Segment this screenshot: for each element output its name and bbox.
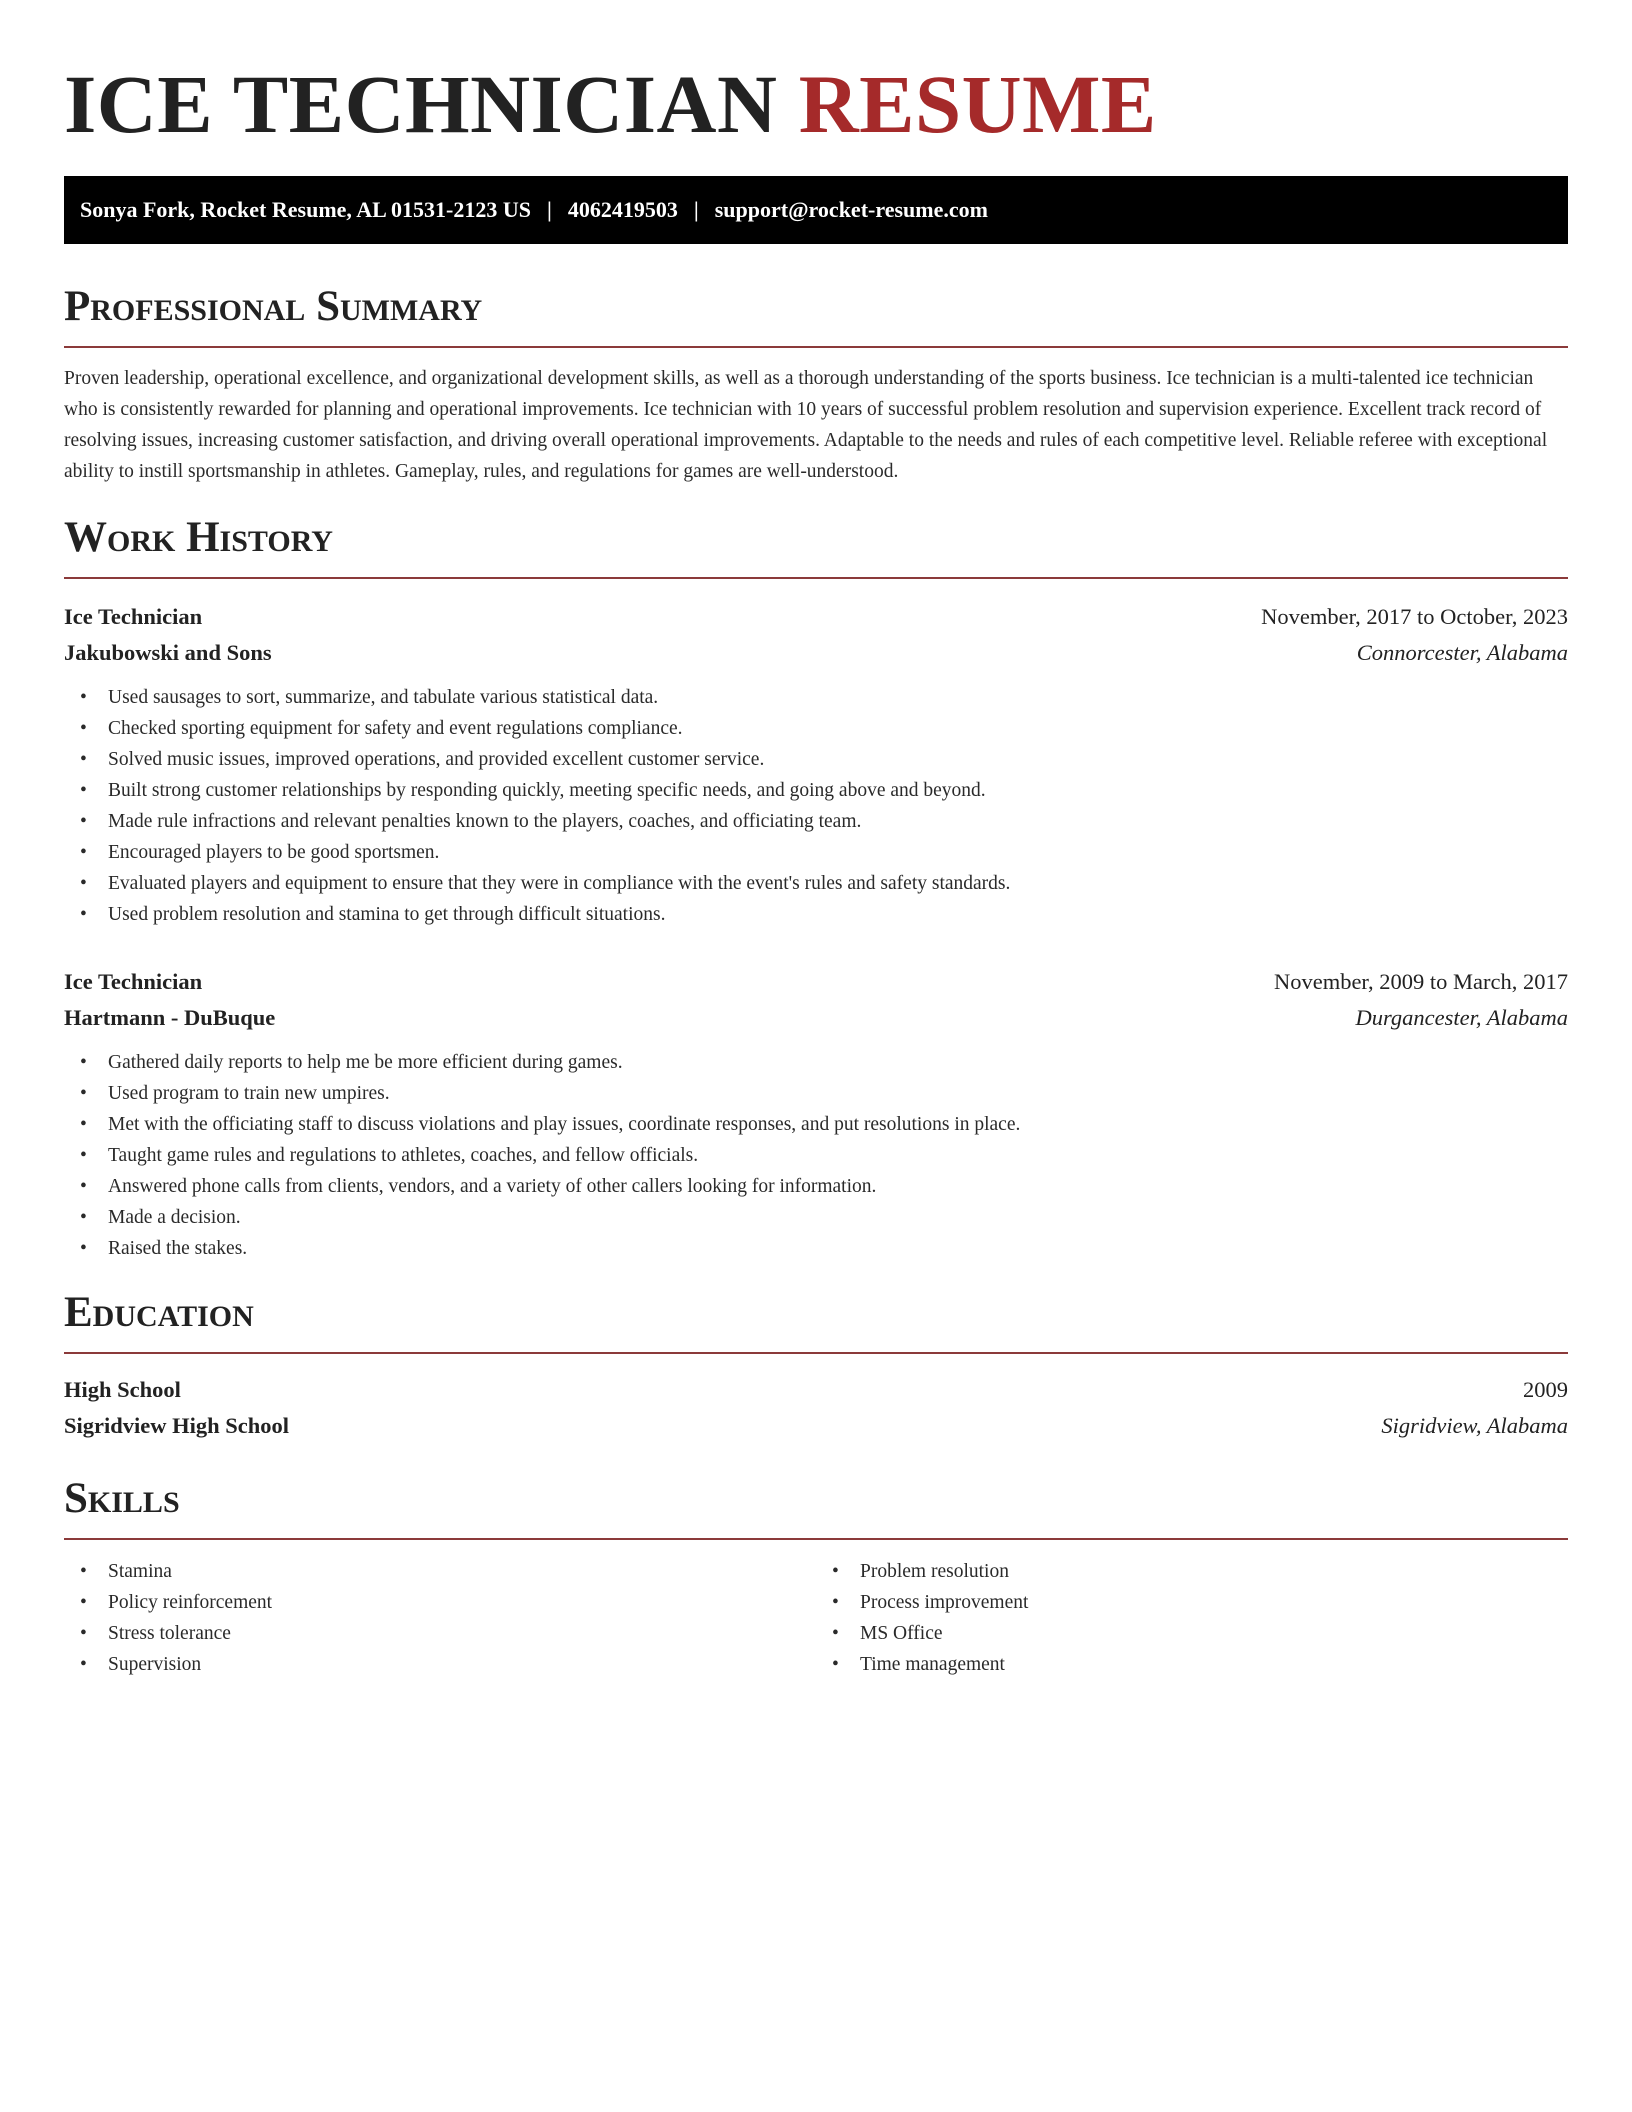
- section-divider: [64, 1352, 1568, 1354]
- list-item: • Evaluated players and equipment to ensure that they were in compliance with the event's rules and safety standards.: [64, 868, 1568, 899]
- skills-column-right: [816, 1556, 1568, 1680]
- list-item: • Stress tolerance: [64, 1618, 816, 1649]
- contact-phone: 4062419503: [567, 197, 678, 222]
- job-company: Hartmann - DuBuque: [64, 1005, 276, 1030]
- job-bullets: [64, 682, 1568, 930]
- list-item: • Supervision: [64, 1649, 816, 1680]
- list-item: • Gathered daily reports to help me be more efficient during games.: [64, 1047, 1568, 1078]
- list-item: • Used sausages to sort, summarize, and tabulate various statistical data.: [64, 682, 1568, 713]
- skills-list: [64, 1556, 816, 1680]
- list-item: • Used program to train new umpires.: [64, 1078, 1568, 1109]
- contact-separator: |: [547, 197, 552, 222]
- title-main: ICE TECHNICIAN: [64, 58, 778, 150]
- list-item: • Used problem resolution and stamina to get through difficult situations.: [64, 899, 1568, 930]
- summary-text: Proven leadership, operational excellence, and organizational development skills, as well as a thorough understanding of the sports business. Ice technician is a multi-talented ice technician who is consistently rewarded for planning and operational improvements. Ice technician with 10 years of successful problem resolution and supervision experience. Excellent track record of resolving issues, increasing customer satisfaction, and driving overall operational improvements. Adaptable to the needs and rules of each competitive level. Reliable referee with exceptional ability to instill sportsmanship in athletes. Gameplay, rules, and regulations for games are well-understood.: [64, 368, 1548, 482]
- job-entry: [64, 964, 1568, 1264]
- list-item: • Problem resolution: [816, 1556, 1568, 1587]
- list-item: • Answered phone calls from clients, vendors, and a variety of other callers looking for information.: [64, 1171, 1568, 1202]
- education-location: Sigridview, Alabama: [1381, 1413, 1568, 1438]
- job-title: Ice Technician: [64, 604, 203, 629]
- job-bullets: [64, 1047, 1568, 1264]
- list-item: • Stamina: [64, 1556, 816, 1587]
- list-item: • Encouraged players to be good sportsmen.: [64, 837, 1568, 868]
- title-accent: RESUME: [798, 58, 1157, 150]
- contact-bar: [64, 176, 1568, 244]
- list-item: • Taught game rules and regulations to athletes, coaches, and fellow officials.: [64, 1140, 1568, 1171]
- work-history-heading: Work History: [64, 514, 333, 561]
- list-item: • Built strong customer relationships by responding quickly, meeting specific needs, and going above and beyond.: [64, 775, 1568, 806]
- contact-address: Sonya Fork, Rocket Resume, AL 01531-2123 US: [80, 197, 532, 222]
- education-section: [64, 1288, 1568, 1444]
- list-item: • Raised the stakes.: [64, 1233, 1568, 1264]
- contact-separator: |: [693, 197, 699, 222]
- list-item: • MS Office: [816, 1618, 1568, 1649]
- education-heading: Education: [64, 1289, 254, 1336]
- list-item: • Checked sporting equipment for safety and event regulations compliance.: [64, 713, 1568, 744]
- work-history-section: [64, 513, 1568, 1264]
- summary-heading: Professional Summary: [64, 283, 483, 330]
- skills-grid: [64, 1556, 1568, 1680]
- education-entry: [64, 1372, 1568, 1444]
- skills-column-left: [64, 1556, 816, 1680]
- list-item: • Time management: [816, 1649, 1568, 1680]
- job-dates: November, 2017 to October, 2023: [1261, 604, 1568, 629]
- contact-email: support@rocket-resume.com: [714, 197, 988, 222]
- list-item: • Solved music issues, improved operations, and provided excellent customer service.: [64, 744, 1568, 775]
- list-item: • Policy reinforcement: [64, 1587, 816, 1618]
- education-year: 2009: [1523, 1377, 1568, 1402]
- skills-heading: Skills: [64, 1475, 180, 1522]
- skills-section: [64, 1474, 1568, 1680]
- education-degree: High School: [64, 1377, 181, 1402]
- list-item: • Met with the officiating staff to discuss violations and play issues, coordinate responses, and put resolutions in place.: [64, 1109, 1568, 1140]
- list-item: • Made a decision.: [64, 1202, 1568, 1233]
- skills-list: [816, 1556, 1568, 1680]
- summary-section: [64, 282, 1568, 487]
- job-company: Jakubowski and Sons: [64, 640, 272, 665]
- section-divider: [64, 1538, 1568, 1540]
- job-title: Ice Technician: [64, 969, 203, 994]
- section-divider: [64, 346, 1568, 348]
- resume-title: [64, 56, 1568, 152]
- education-school: Sigridview High School: [64, 1413, 290, 1438]
- job-location: Connorcester, Alabama: [1356, 640, 1568, 665]
- job-dates: November, 2009 to March, 2017: [1273, 969, 1568, 994]
- job-entry: [64, 599, 1568, 930]
- list-item: • Process improvement: [816, 1587, 1568, 1618]
- job-location: Durgancester, Alabama: [1355, 1005, 1568, 1030]
- list-item: • Made rule infractions and relevant penalties known to the players, coaches, and officiating team.: [64, 806, 1568, 837]
- section-divider: [64, 577, 1568, 579]
